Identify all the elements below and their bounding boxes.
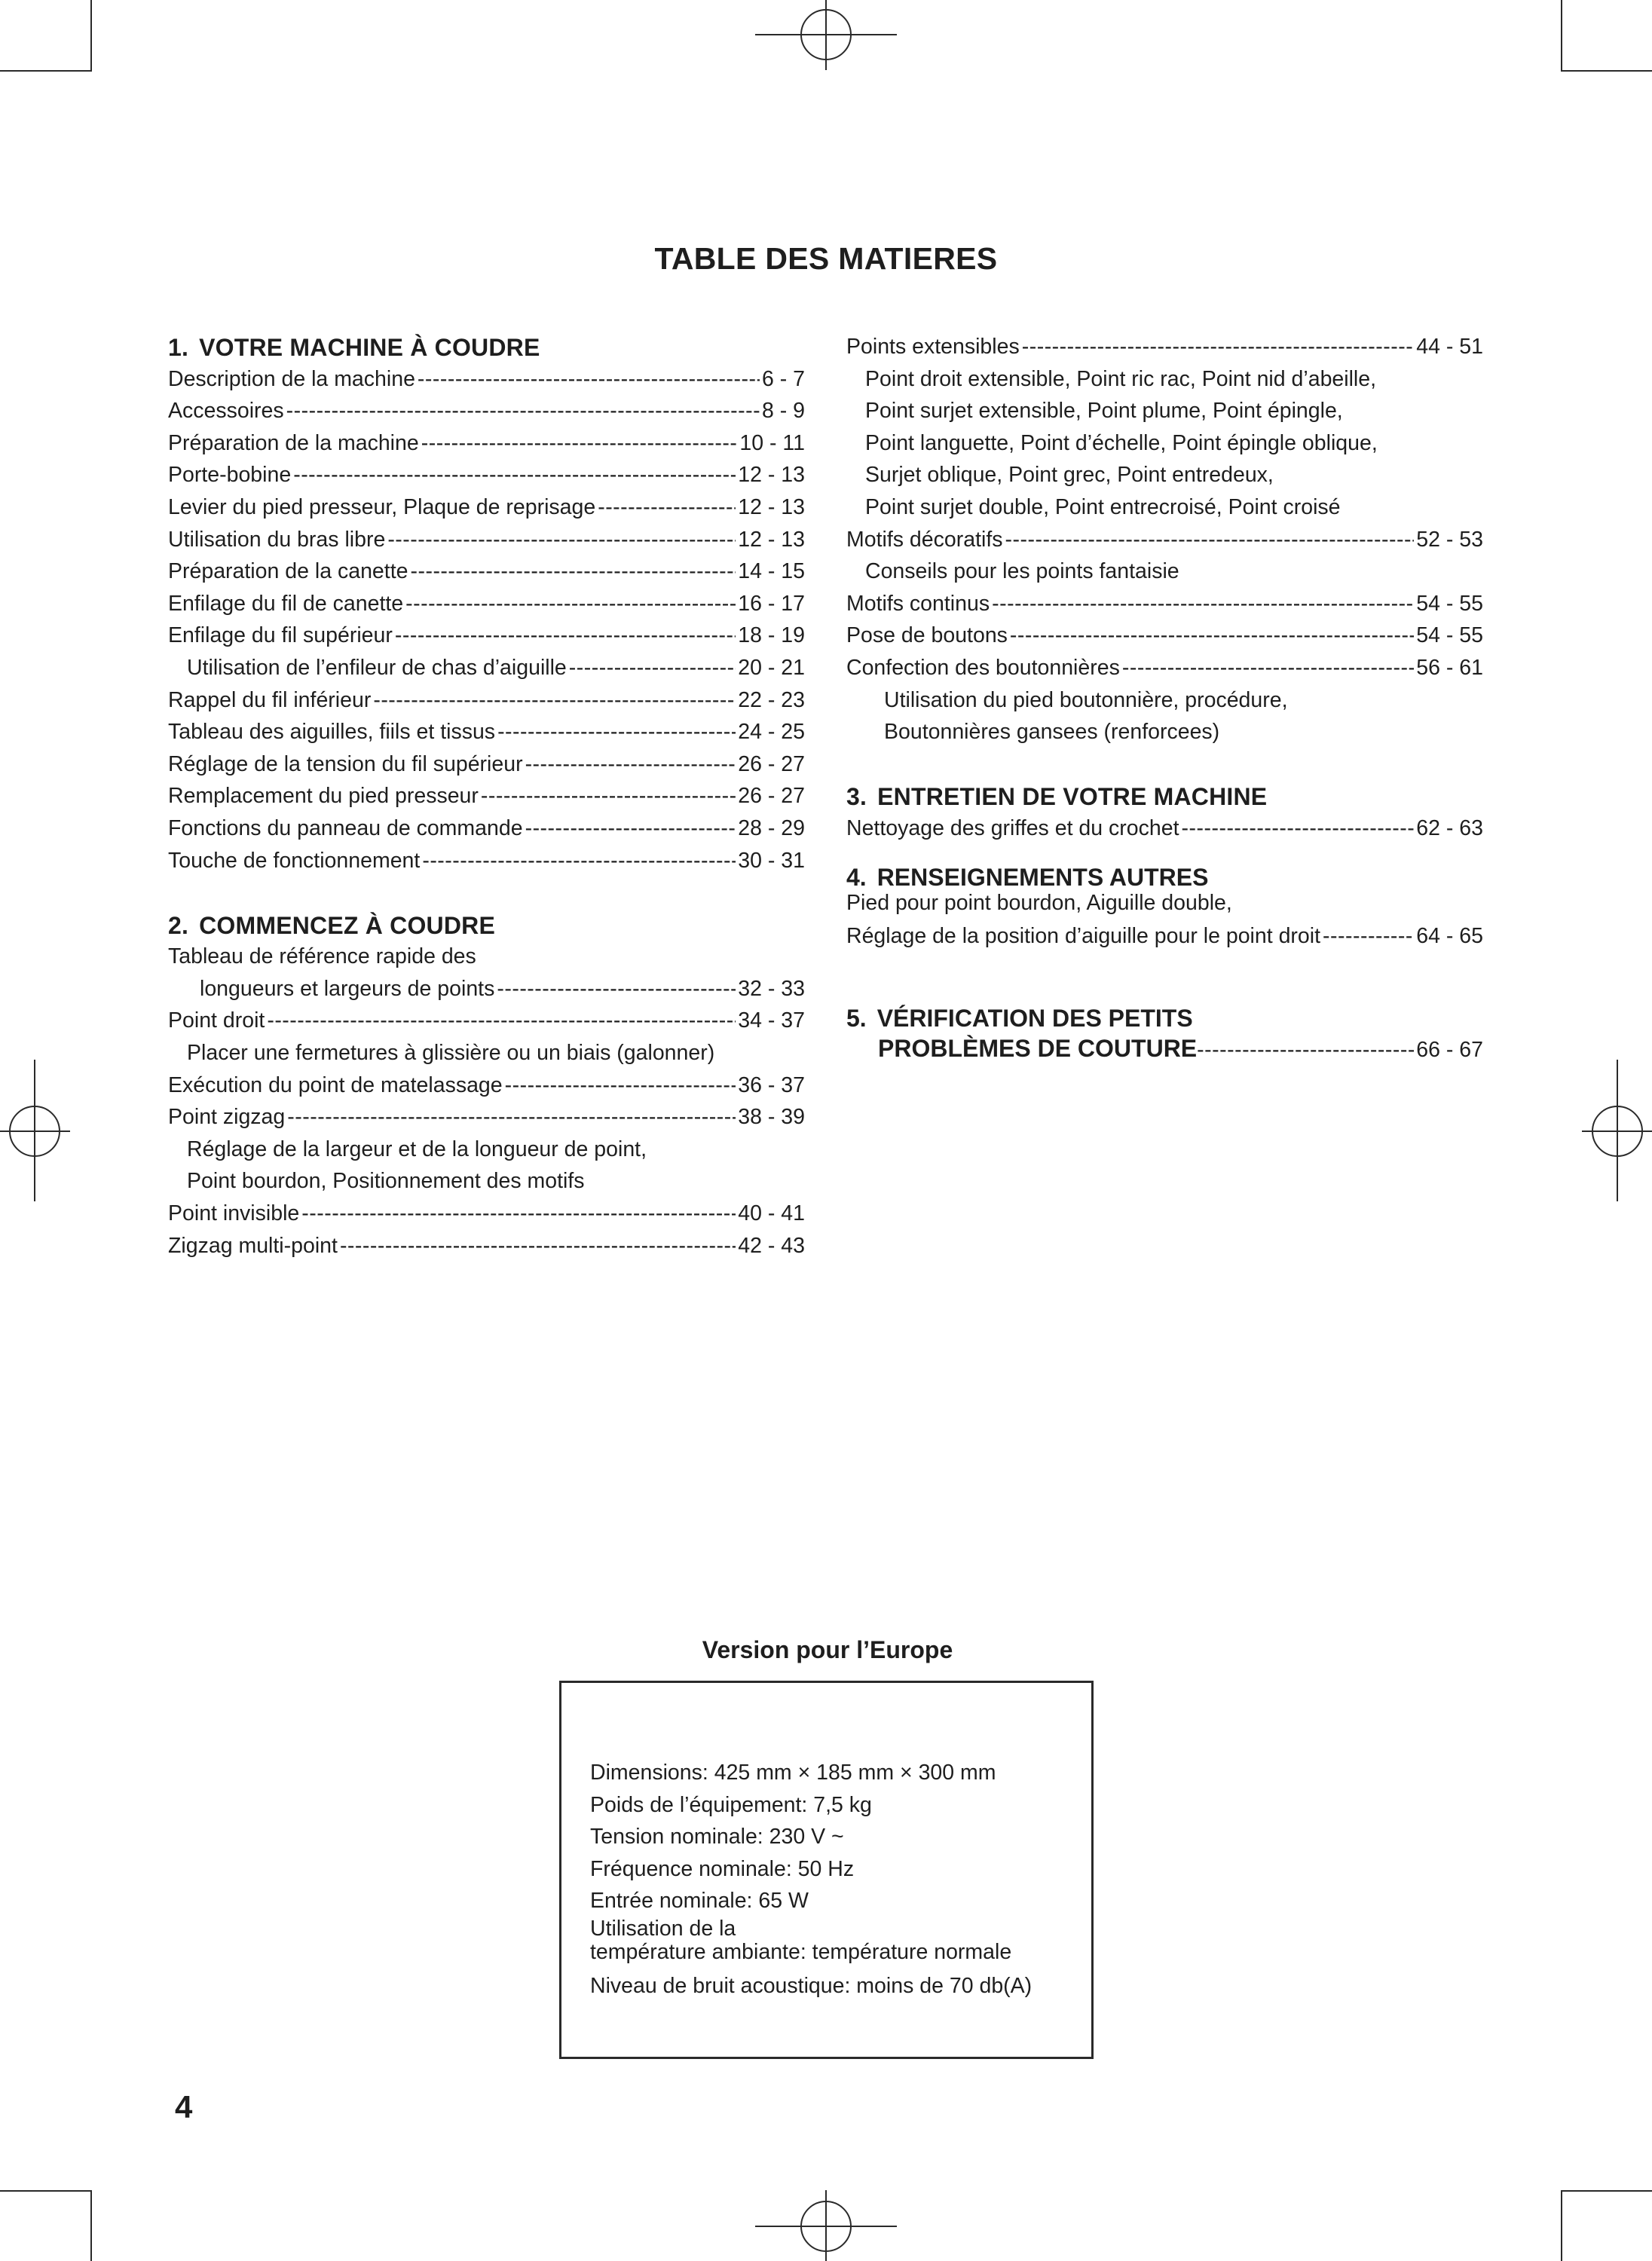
toc-entry-label: Zigzag multi-point [168, 1233, 338, 1258]
toc-entry-pages: 10 - 11 [739, 430, 805, 455]
toc-entry-pages: 42 - 43 [738, 1233, 805, 1258]
toc-subline: Point droit extensible, Point ric rac, Point nid d’abeille, [865, 366, 1377, 391]
toc-entry-pages: 22 - 23 [738, 687, 805, 712]
toc-entry[interactable] [168, 427, 805, 460]
toc-subline: Point surjet extensible, Point plume, Point épingle, [865, 399, 1343, 424]
toc-entry-pages: 32 - 33 [738, 976, 805, 1001]
registration-circle [1592, 1106, 1643, 1157]
section-4-heading [846, 864, 1483, 892]
section-title: VOTRE MACHINE À COUDRE [199, 334, 540, 361]
toc-left-column [168, 331, 805, 1262]
dot-leader [395, 620, 736, 651]
toc-entry-pages: 66 - 67 [1416, 1038, 1483, 1063]
crop-mark [0, 70, 92, 72]
toc-entry-label: Enfilage du fil supérieur [168, 623, 393, 648]
dot-leader [598, 491, 736, 523]
toc-entry[interactable] [168, 555, 805, 588]
crop-mark [90, 0, 92, 70]
toc-entry[interactable] [846, 812, 1483, 845]
toc-subline: Utilisation du pied boutonnière, procédure, [884, 687, 1288, 712]
dot-leader [301, 1198, 736, 1229]
section-number: 1. [168, 334, 189, 361]
toc-entry-label: longueurs et largeurs de points [200, 976, 495, 1001]
toc-entry[interactable] [846, 588, 1483, 620]
toc-entry-pages: 30 - 31 [738, 848, 805, 873]
dot-leader [418, 363, 760, 395]
toc-subline: Point bourdon, Positionnement des motifs [187, 1169, 585, 1194]
dot-leader [293, 459, 736, 491]
toc-entry-pages: 36 - 37 [738, 1072, 805, 1097]
toc-entry[interactable] [168, 588, 805, 620]
toc-entry[interactable] [168, 845, 805, 877]
toc-entry[interactable] [168, 395, 805, 427]
toc-entry-label: Points extensibles [846, 335, 1020, 359]
toc-entry[interactable] [168, 1101, 805, 1134]
toc-entry[interactable] [168, 973, 805, 1005]
toc-entry[interactable] [168, 684, 805, 717]
toc-entry-label: Réglage de la tension du fil supérieur [168, 751, 523, 776]
section-number: 3. [846, 783, 867, 811]
dot-leader [1122, 652, 1414, 684]
spacer [846, 952, 1483, 1005]
toc-entry[interactable] [168, 620, 805, 652]
toc-entry-label: Point invisible [168, 1201, 300, 1226]
spec-line: Niveau de bruit acoustique: moins de 70 db(A) [590, 1973, 1032, 1998]
toc-entry[interactable] [168, 491, 805, 524]
spacer [168, 877, 805, 909]
toc-subline: Surjet oblique, Point grec, Point entredeux, [865, 463, 1274, 488]
crop-mark [1561, 2190, 1562, 2261]
toc-entry-pages: 38 - 39 [738, 1105, 805, 1130]
toc-entry-pages: 44 - 51 [1416, 335, 1483, 359]
spec-line: Entrée nominale: 65 W [590, 1889, 809, 1914]
toc-entry[interactable] [846, 331, 1483, 363]
dot-leader [481, 780, 736, 812]
toc-entry-pages: 8 - 9 [761, 399, 805, 424]
page-number: 4 [175, 2089, 193, 2125]
dot-leader [421, 427, 738, 459]
spacer [846, 748, 1483, 781]
spec-line: température ambiante: température normale [590, 1939, 1012, 1964]
dot-leader [387, 524, 736, 555]
toc-entry-label: Accessoires [168, 399, 284, 424]
toc-entry-pages: 26 - 27 [738, 784, 805, 809]
toc-entry[interactable] [846, 920, 1483, 953]
crop-mark [1561, 0, 1562, 70]
toc-entry-label: Touche de fonctionnement [168, 848, 421, 873]
toc-entry-pages: 16 - 17 [738, 591, 805, 616]
toc-entry-label: PROBLÈMES DE COUTURE [878, 1035, 1198, 1063]
toc-entry[interactable] [168, 1069, 805, 1102]
toc-entry[interactable] [168, 1198, 805, 1230]
toc-entry-label: Rappel du fil inférieur [168, 687, 372, 712]
toc-entry-pages: 18 - 19 [738, 623, 805, 648]
dot-leader [1010, 620, 1414, 651]
toc-entry-pages: 12 - 13 [738, 527, 805, 552]
section-title: ENTRETIEN DE VOTRE MACHINE [877, 783, 1268, 811]
section-number: 5. [846, 1005, 867, 1033]
toc-entry-label: Réglage de la position d’aiguille pour le point droit [846, 923, 1321, 948]
toc-entry-pages: 12 - 13 [738, 494, 805, 519]
dot-leader [1197, 1034, 1414, 1066]
toc-entry[interactable] [168, 716, 805, 748]
dot-leader [410, 555, 736, 587]
spec-line: Utilisation de la [590, 1916, 736, 1941]
toc-line: Tableau de référence rapide des [168, 944, 476, 969]
crop-mark [1561, 2190, 1652, 2192]
dot-leader [505, 1069, 736, 1101]
registration-circle [800, 2201, 852, 2252]
toc-entry-label: Tableau des aiguilles, fiils et tissus [168, 720, 496, 745]
toc-entry[interactable] [168, 1230, 805, 1262]
dot-leader [405, 588, 736, 620]
toc-entry-label: Confection des boutonnières [846, 655, 1120, 680]
toc-entry[interactable] [846, 652, 1483, 684]
section-number: 4. [846, 863, 867, 891]
specifications-box [559, 1681, 1094, 2059]
toc-entry-label: Point droit [168, 1008, 265, 1033]
toc-subline: Réglage de la largeur et de la longueur de point, [187, 1137, 647, 1161]
dot-leader [287, 1101, 736, 1133]
dot-leader [267, 1005, 736, 1036]
toc-entry-pages: 54 - 55 [1416, 623, 1483, 648]
spec-line: Tension nominale: 230 V ~ [590, 1825, 844, 1849]
toc-subline: Boutonnières gansees (renforcees) [884, 720, 1220, 745]
toc-entry-pages: 12 - 13 [738, 463, 805, 488]
toc-entry-label: Exécution du point de matelassage [168, 1072, 503, 1097]
toc-entry-pages: 14 - 15 [738, 559, 805, 584]
toc-entry-label: Description de la machine [168, 366, 415, 391]
crop-mark [1561, 70, 1652, 72]
toc-entry[interactable] [168, 363, 805, 396]
registration-circle [9, 1106, 60, 1157]
dot-leader [569, 652, 736, 684]
dot-leader [992, 588, 1414, 620]
toc-entry-label: Nettoyage des griffes et du crochet [846, 815, 1179, 840]
toc-entry-label: Préparation de la canette [168, 559, 408, 584]
section-title: RENSEIGNEMENTS AUTRES [876, 863, 1209, 891]
dot-leader [1182, 812, 1415, 844]
toc-entry-label: Fonctions du panneau de commande [168, 815, 523, 840]
spec-line: Fréquence nominale: 50 Hz [590, 1856, 855, 1881]
toc-subline: Conseils pour les points fantaisie [865, 559, 1179, 584]
toc-entry-pages: 56 - 61 [1416, 655, 1483, 680]
toc-entry-pages: 62 - 63 [1416, 815, 1483, 840]
toc-entry-pages: 40 - 41 [738, 1201, 805, 1226]
section-title: COMMENCEZ À COUDRE [199, 911, 496, 939]
toc-entry-label: Levier du pied presseur, Plaque de reprisage [168, 494, 596, 519]
toc-entry-label: Utilisation de l’enfileur de chas d’aiguille [187, 655, 567, 680]
toc-entry-pages: 20 - 21 [738, 655, 805, 680]
toc-subline: Point surjet double, Point entrecroisé, Point croisé [865, 494, 1341, 519]
section-title: VÉRIFICATION DES PETITS [876, 1005, 1193, 1033]
toc-right-column [846, 331, 1483, 1063]
toc-entry[interactable] [168, 652, 805, 684]
registration-circle [800, 9, 852, 60]
crop-mark [0, 2190, 92, 2192]
dot-leader [286, 395, 760, 427]
section-1-heading [168, 331, 805, 363]
toc-entry-label: Motifs continus [846, 591, 990, 616]
toc-entry-label: Porte-bobine [168, 463, 292, 488]
toc-entry[interactable] [846, 524, 1483, 556]
toc-line: Pied pour point bourdon, Aiguille double, [846, 890, 1232, 915]
dot-leader [1022, 331, 1415, 363]
toc-entry[interactable] [846, 620, 1483, 652]
toc-entry-pages: 28 - 29 [738, 815, 805, 840]
section-3-heading [846, 780, 1483, 812]
toc-entry-label: Préparation de la machine [168, 430, 419, 455]
version-title: Version pour l’Europe [702, 1636, 953, 1663]
dot-leader [340, 1230, 736, 1262]
toc-entry-label: Pose de boutons [846, 623, 1008, 648]
toc-entry[interactable] [168, 459, 805, 491]
toc-entry[interactable] [168, 1005, 805, 1037]
dot-leader [497, 716, 736, 748]
crop-mark [90, 2190, 92, 2261]
spec-line: Dimensions: 425 mm × 185 mm × 300 mm [590, 1761, 996, 1785]
toc-entry[interactable] [168, 780, 805, 812]
toc-entry[interactable] [846, 1033, 1483, 1063]
dot-leader [525, 812, 736, 844]
toc-entry-label: Enfilage du fil de canette [168, 591, 404, 616]
section-number: 2. [168, 911, 189, 939]
toc-entry-label: Utilisation du bras libre [168, 527, 386, 552]
dot-leader [1005, 524, 1415, 555]
specifications-list [590, 1757, 1032, 2002]
dot-leader [497, 973, 736, 1005]
dot-leader [373, 684, 736, 716]
toc-entry-label: Remplacement du pied presseur [168, 784, 479, 809]
section-2-heading [168, 909, 805, 941]
page-title: TABLE DES MATIERES [654, 241, 998, 276]
toc-entry-pages: 6 - 7 [761, 366, 805, 391]
dot-leader [525, 748, 736, 780]
toc-subline: Placer une fermetures à glissière ou un biais (galonner) [187, 1041, 715, 1066]
section-5-heading [846, 1005, 1483, 1033]
toc-entry[interactable] [168, 812, 805, 845]
toc-entry-pages: 52 - 53 [1416, 527, 1483, 552]
toc-entry[interactable] [168, 524, 805, 556]
spacer [846, 845, 1483, 864]
dot-leader [1323, 920, 1414, 952]
toc-entry-pages: 26 - 27 [738, 751, 805, 776]
toc-entry-pages: 64 - 65 [1416, 923, 1483, 948]
toc-entry-pages: 34 - 37 [738, 1008, 805, 1033]
toc-entry[interactable] [168, 748, 805, 781]
toc-entry-label: Motifs décoratifs [846, 527, 1003, 552]
toc-subline: Point languette, Point d’échelle, Point épingle oblique, [865, 430, 1378, 455]
toc-entry-label: Point zigzag [168, 1105, 286, 1130]
dot-leader [422, 845, 736, 877]
toc-entry-pages: 24 - 25 [738, 720, 805, 745]
spec-line: Poids de l’équipement: 7,5 kg [590, 1792, 872, 1817]
toc-entry-pages: 54 - 55 [1416, 591, 1483, 616]
